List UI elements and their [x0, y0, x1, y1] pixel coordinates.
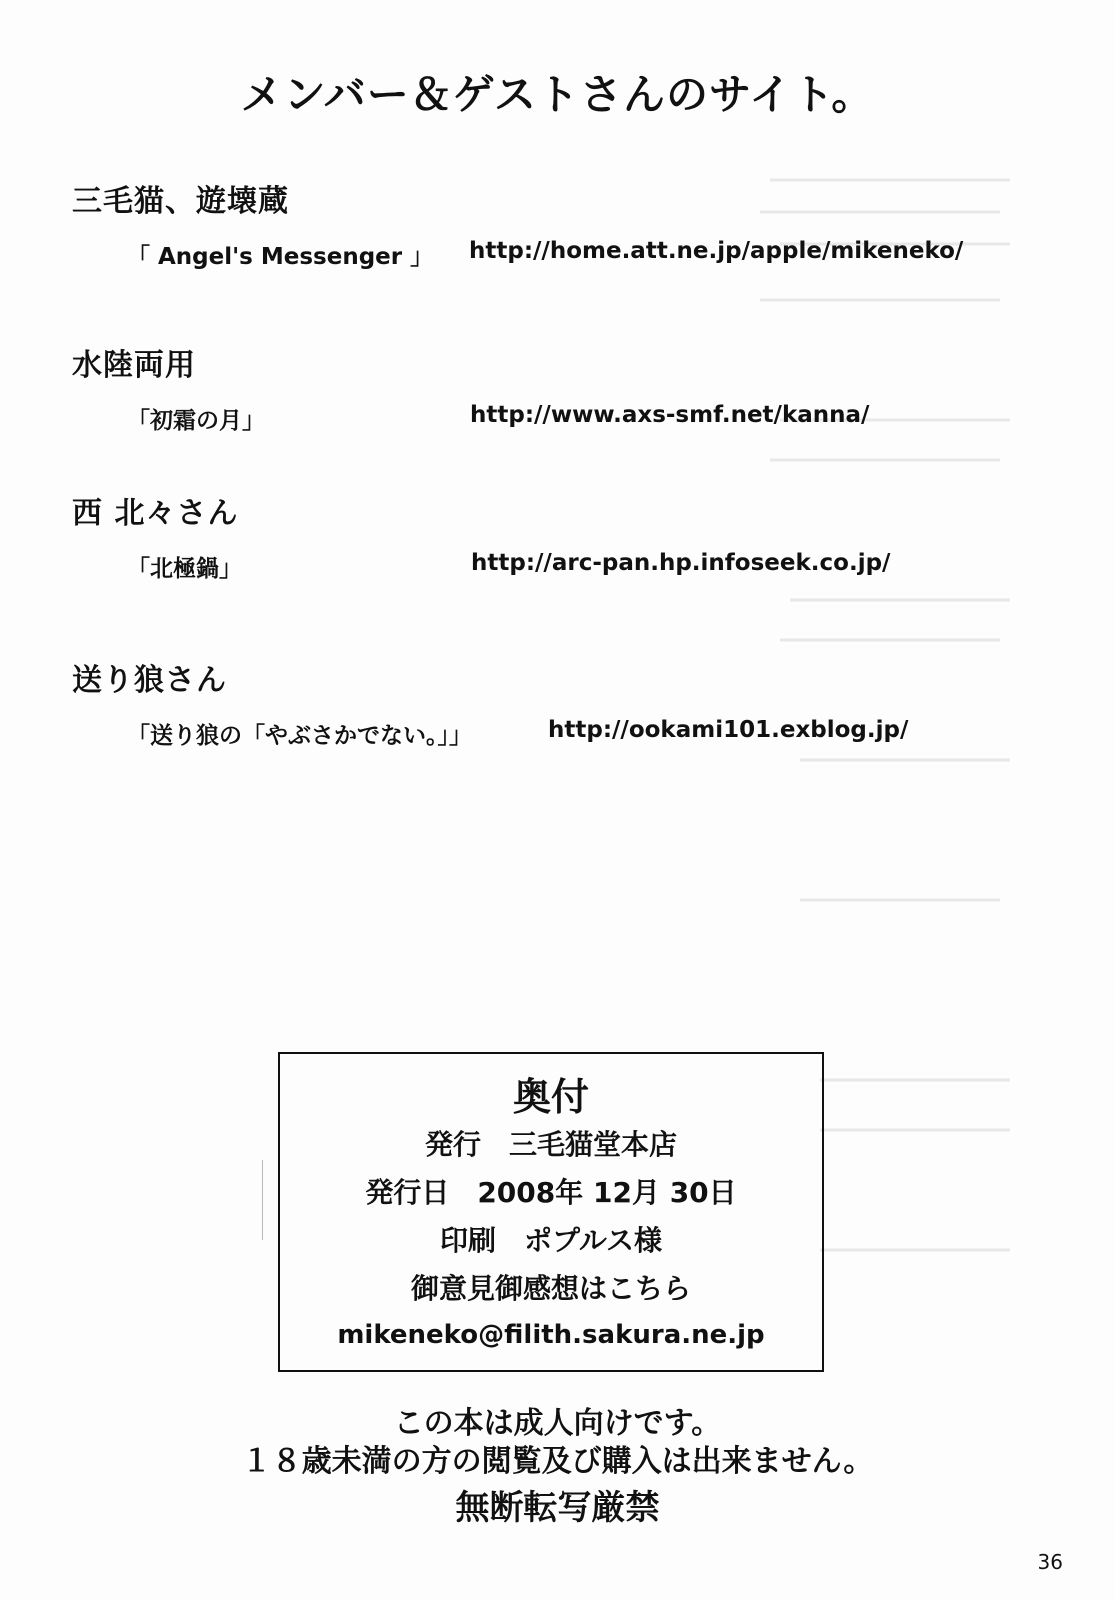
notice-block	[0, 1405, 1115, 1527]
site-title: 「 Angel's Messenger 」	[127, 244, 434, 270]
site-title: 「北極鍋」	[127, 556, 242, 582]
site-row	[72, 238, 1052, 272]
site-url[interactable]: http://ookami101.exblog.jp/	[548, 717, 909, 743]
site-url[interactable]: http://arc-pan.hp.infoseek.co.jp/	[471, 550, 891, 576]
site-row	[72, 717, 1052, 751]
site-row	[72, 402, 1052, 436]
site-title: 「送り狼の「やぶさかでない。」」	[127, 723, 472, 749]
site-row	[72, 550, 1052, 584]
colophon-heading: 奥付	[512, 1075, 589, 1119]
site-author-name: 三毛猫、遊壊蔵	[72, 184, 289, 219]
site-entry-okuriookami	[72, 655, 1052, 751]
site-url[interactable]: http://www.axs-smf.net/kanna/	[470, 402, 870, 428]
site-title: 「初霜の月」	[127, 408, 265, 434]
site-entry-nishi	[72, 488, 1052, 584]
colophon-email[interactable]: mikeneko@filith.sakura.ne.jp	[337, 1320, 765, 1350]
colophon-date: 発行日 2008年 12月 30日	[365, 1176, 737, 1209]
scan-mark	[262, 1160, 263, 1240]
page-number: 36	[1037, 1550, 1063, 1574]
site-url[interactable]: http://home.att.ne.jp/apple/mikeneko/	[469, 238, 964, 264]
site-author-name: 水陸両用	[72, 348, 196, 383]
page-title: メンバー＆ゲストさんのサイト。	[240, 70, 875, 119]
age-restriction-notice: １８歳未満の方の閲覧及び購入は出来ません。	[241, 1444, 874, 1479]
adult-notice: この本は成人向けです。	[393, 1406, 722, 1441]
colophon-box	[278, 1052, 824, 1372]
colophon-feedback: 御意見御感想はこちら	[410, 1272, 691, 1305]
site-entry-suiriku	[72, 340, 1052, 436]
site-author-name: 送り狼さん	[72, 663, 227, 698]
copyright-notice: 無断転写厳禁	[455, 1488, 660, 1528]
colophon-publisher: 発行 三毛猫堂本店	[424, 1128, 677, 1161]
colophon-printer: 印刷 ポプルス様	[439, 1224, 663, 1257]
site-author-name: 西 北々さん	[72, 496, 239, 531]
site-entry-mikeneko	[72, 176, 1052, 272]
